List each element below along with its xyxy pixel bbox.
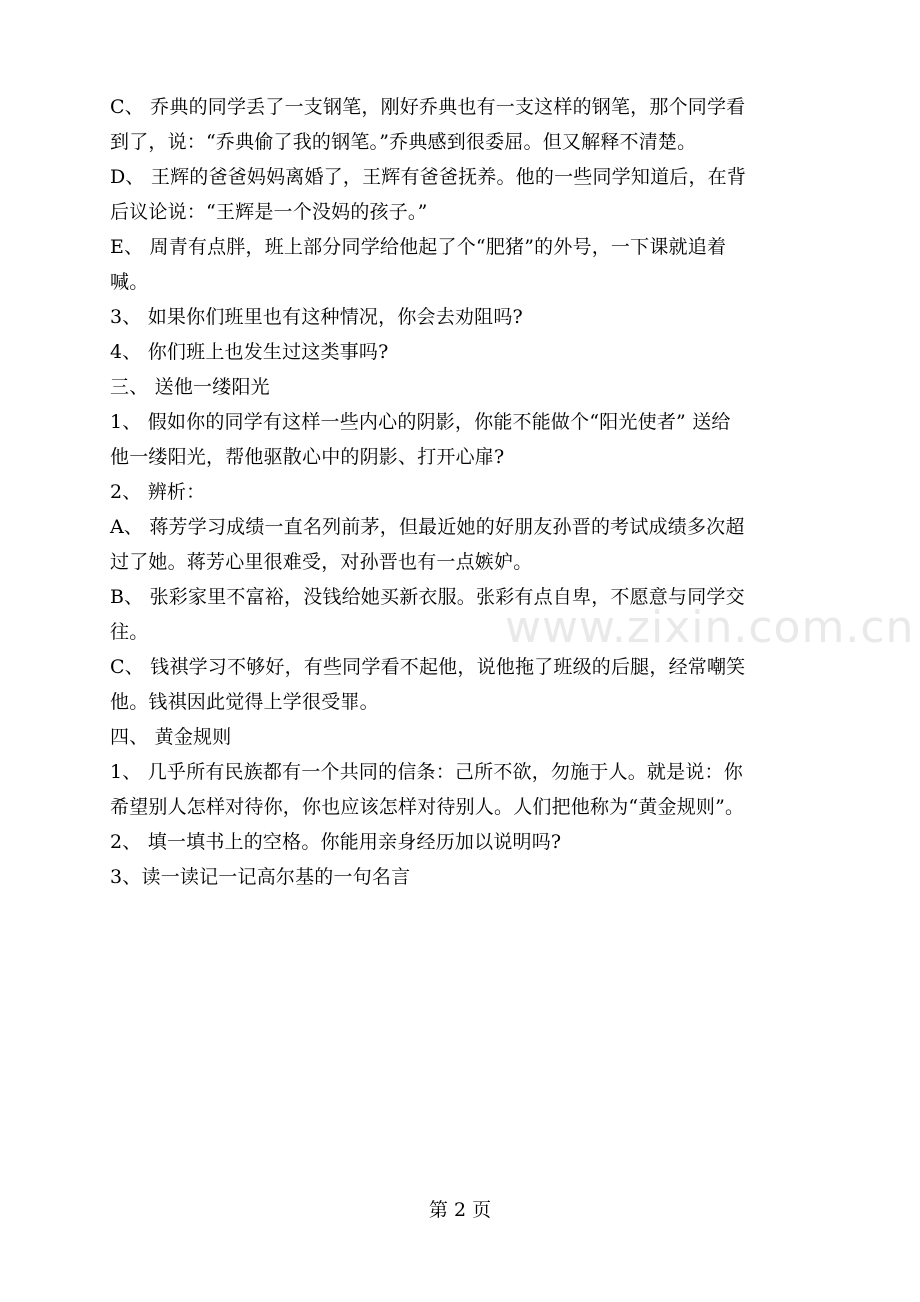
watermark-text: www.zixin.com.cn <box>505 602 915 653</box>
page-number: 第 2 页 <box>428 1199 492 1221</box>
text-line: C、 钱祺学习不够好，有些同学看不起他，说他拖了班级的后腿，经常嘲笑 <box>110 656 746 678</box>
text-line: 喊。 <box>110 271 149 293</box>
text-line: 1、 假如你的同学有这样一些内心的阴影，你能不能做个“阳光使者” 送给 <box>110 411 731 433</box>
text-line: E、 周青有点胖，班上部分同学给他起了个“肥猪”的外号，一下课就追着 <box>110 236 727 258</box>
text-line: 1、 几乎所有民族都有一个共同的信条：己所不欲，勿施于人。就是说：你 <box>110 761 743 783</box>
text-line: 希望别人怎样对待你，你也应该怎样对待别人。人们把他称为“黄金规则”。 <box>110 796 745 818</box>
text-line: 2、 辨析： <box>110 481 206 503</box>
text-line: 3、 如果你们班里也有这种情况，你会去劝阻吗? <box>110 306 523 328</box>
document-body <box>110 90 836 895</box>
text-line: D、 王辉的爸爸妈妈离婚了，王辉有爸爸抚养。他的一些同学知道后，在背 <box>110 166 747 188</box>
text-line: 4、 你们班上也发生过这类事吗? <box>110 341 389 363</box>
text-line: 四、 黄金规则 <box>110 726 232 748</box>
text-line: 往。 <box>110 621 149 643</box>
text-line: 2、 填一填书上的空格。你能用亲身经历加以说明吗? <box>110 831 562 853</box>
text-line: 三、 送他一缕阳光 <box>110 376 270 398</box>
text-line: 到了，说：“乔典偷了我的钢笔。”乔典感到很委屈。但又解释不清楚。 <box>110 131 697 153</box>
text-line: 他一缕阳光，帮他驱散心中的阴影、打开心扉? <box>110 446 505 468</box>
text-line: 3、读一读记一记高尔基的一句名言 <box>110 866 411 888</box>
text-line: B、 张彩家里不富裕，没钱给她买新衣服。张彩有点自卑，不愿意与同学交 <box>110 586 745 608</box>
text-line: 后议论说：“王辉是一个没妈的孩子。” <box>110 201 428 223</box>
text-line: C、 乔典的同学丢了一支钢笔，刚好乔典也有一支这样的钢笔，那个同学看 <box>110 96 746 118</box>
text-line: 过了她。蒋芳心里很难受，对孙晋也有一点嫉妒。 <box>110 551 533 573</box>
text-line: A、 蒋芳学习成绩一直名列前茅，但最近她的好朋友孙晋的考试成绩多次超 <box>110 516 745 538</box>
text-line: 他。钱祺因此觉得上学很受罪。 <box>110 691 379 713</box>
